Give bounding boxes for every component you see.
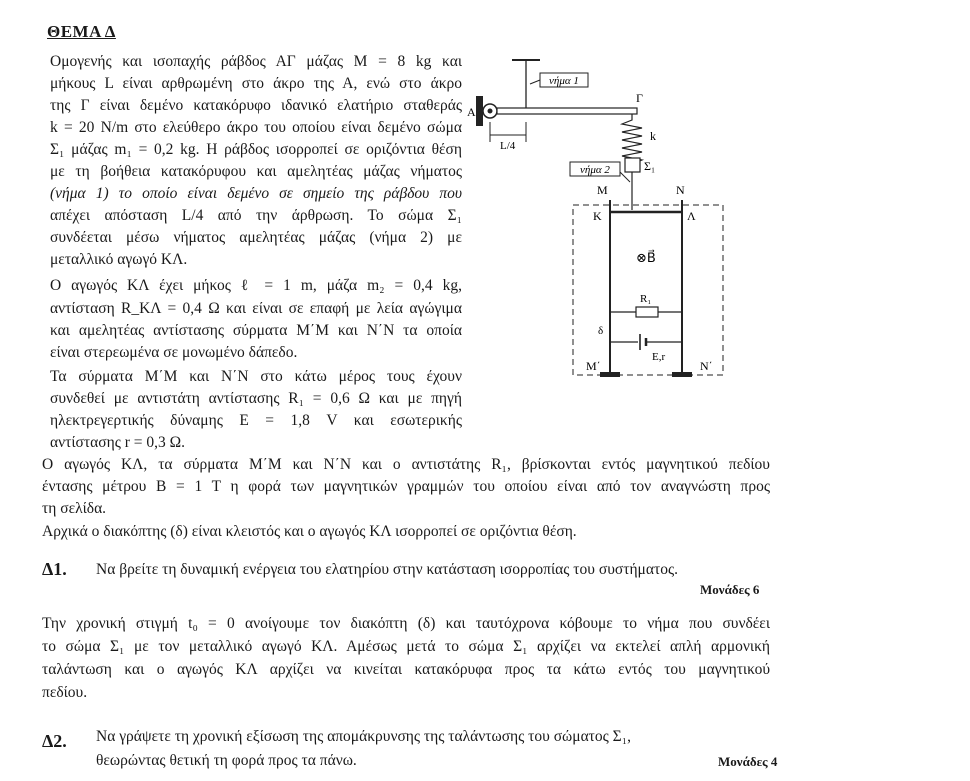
label-gamma: Γ [636,91,643,105]
leader-line [620,172,630,182]
string-2-label: νήμα 2 [580,164,610,176]
text-line: αντίστασης r = 0,3 Ω. [50,434,186,451]
label-s1: Σ₁ [644,159,656,173]
text-line: και αμελητέας αντίστασης σύρματα Μ΄Μ και Ν΄Ν τα οποία [50,322,462,339]
text-line: αντίσταση R_ΚΛ = 0,4 Ω και είναι σε επαφή με λεία αγώγιμα [50,300,462,317]
text-line: Ο αγωγός ΚΛ, τα σύρματα Μ΄Μ και Ν΄Ν και ο αντιστάτης R₁, βρίσκονται εντός μαγνητικού πεδίου [42,456,770,473]
mass-s1 [625,158,640,172]
marks-label: Μονάδες 6 [700,582,760,597]
label-l4: L/4 [500,140,516,152]
text-line: Ομογενής και ισοπαχής ράβδος ΑΓ μάζας Μ = 8 kg και [50,53,462,70]
marks-label: Μονάδες 4 [718,754,778,769]
text-line: έντασης μέτρου Β = 1 Τ η φορά των μαγνητικών γραμμών του οποίου είναι από τον αναγνώστη προς [42,478,770,495]
question-number: Δ1. [42,559,67,579]
text-line: μήκους L είναι αρθρωμένη στο άκρο της Α, ενώ στο άκρο [50,75,462,92]
text-line: (νήμα 1) το οποίο είναι δεμένο σε σημείο της ράβδου που [50,185,462,202]
question-number: Δ2. [42,731,67,751]
resistor-r1 [636,307,658,317]
label-r1: R₁ [640,293,652,305]
string-1-label: νήμα 1 [549,75,579,87]
label-m: Μ [597,183,608,197]
question-text: θεωρώντας θετική τη φορά προς τα πάνω. [96,752,357,769]
label-k: k [650,129,656,143]
text-line: συνδέεται μέσω νήματος αμελητέας μάζας (νήμα 2) με [50,229,462,246]
label-delta: δ [598,325,604,337]
text-line: Σ₁ μάζας m₁ = 0,2 kg. Η ράβδος ισορροπεί σε οριζόντια θέση [50,141,462,158]
magnetic-field-label: ⊗B⃗ [636,250,656,265]
label-m-prime: Μ΄ [586,359,601,373]
question-text: Να γράψετε τη χρονική εξίσωση της απομάκρυνσης της ταλάντωσης του σώματος Σ₁, [96,728,631,745]
text-line: ταλάντωση και ο αγωγός ΚΛ αρχίζει να κινείται κατακόρυφα προς τα κάτω εντός του μαγνητικού [42,661,770,678]
floor-support-right [672,372,692,377]
text-line: Αρχικά ο διακόπτης (δ) είναι κλειστός και ο αγωγός ΚΛ ισορροπεί σε οριζόντια θέση. [42,523,577,540]
text-line: k = 20 N/m στο ελεύθερο άκρο του οποίου είναι δεμένο σώμα [50,119,462,136]
label-lambda-point: Λ [687,209,696,223]
text-line: το σώμα Σ₁ με τον μεταλλικό αγωγό ΚΛ. Αμέσως μετά το σώμα Σ₁ αρχίζει να εκτελεί απλή αρμονική [42,638,770,655]
text-line: Τα σύρματα Μ΄Μ και Ν΄Ν στο κάτω μέρος τους έχουν [50,368,462,385]
question-text: Να βρείτε τη δυναμική ενέργεια του ελατηρίου στην κατάσταση ισορροπίας του συστήματος. [96,561,678,578]
rod [497,108,637,114]
label-k-point: Κ [593,209,602,223]
text-line: Ο αγωγός ΚΛ έχει μήκος ℓ = 1 m, μάζα m₂ = 0,4 kg, [50,277,462,294]
magnetic-field-region [573,205,723,375]
text-line: της Γ είναι δεμένο κατακόρυφο ιδανικό ελατήριο σταθεράς [50,97,462,114]
page-title: ΘΕΜΑ Δ [47,22,116,41]
wall-support [476,96,483,126]
label-n: Ν [676,183,685,197]
label-a: Α [467,105,476,119]
text-line: απέχει απόσταση L/4 από την άρθρωση. Το σώμα Σ₁ [50,207,462,224]
text-line: με τη βοήθεια κατακόρυφου και αμελητέας μάζας νήματος [50,163,462,180]
text-line: είναι στερεωμένα σε μονωμένο δάπεδο. [50,344,298,361]
text-line: μεταλλικό αγωγό ΚΛ. [50,251,188,268]
pivot-center [488,109,493,114]
leader-line [530,80,540,84]
text-line: πεδίου. [42,684,88,701]
text-line: Την χρονική στιγμή t₀ = 0 ανοίγουμε τον διακόπτη (δ) και ταυτόχρονα κόβουμε το νήμα που συνδέει [42,615,770,632]
text-line: συνδεθεί με αντιστάτη αντίστασης R₁ = 0,6 Ω και με πηγή [50,390,462,407]
label-n-prime: Ν΄ [700,359,713,373]
floor-support-left [600,372,620,377]
text-line: τη σελίδα. [42,500,107,517]
text-line: ηλεκτρεγερτικής δύναμης Ε = 1,8 V και εσωτερικής [50,412,462,429]
label-er: Ε,r [652,351,666,363]
physics-figure [460,50,740,385]
